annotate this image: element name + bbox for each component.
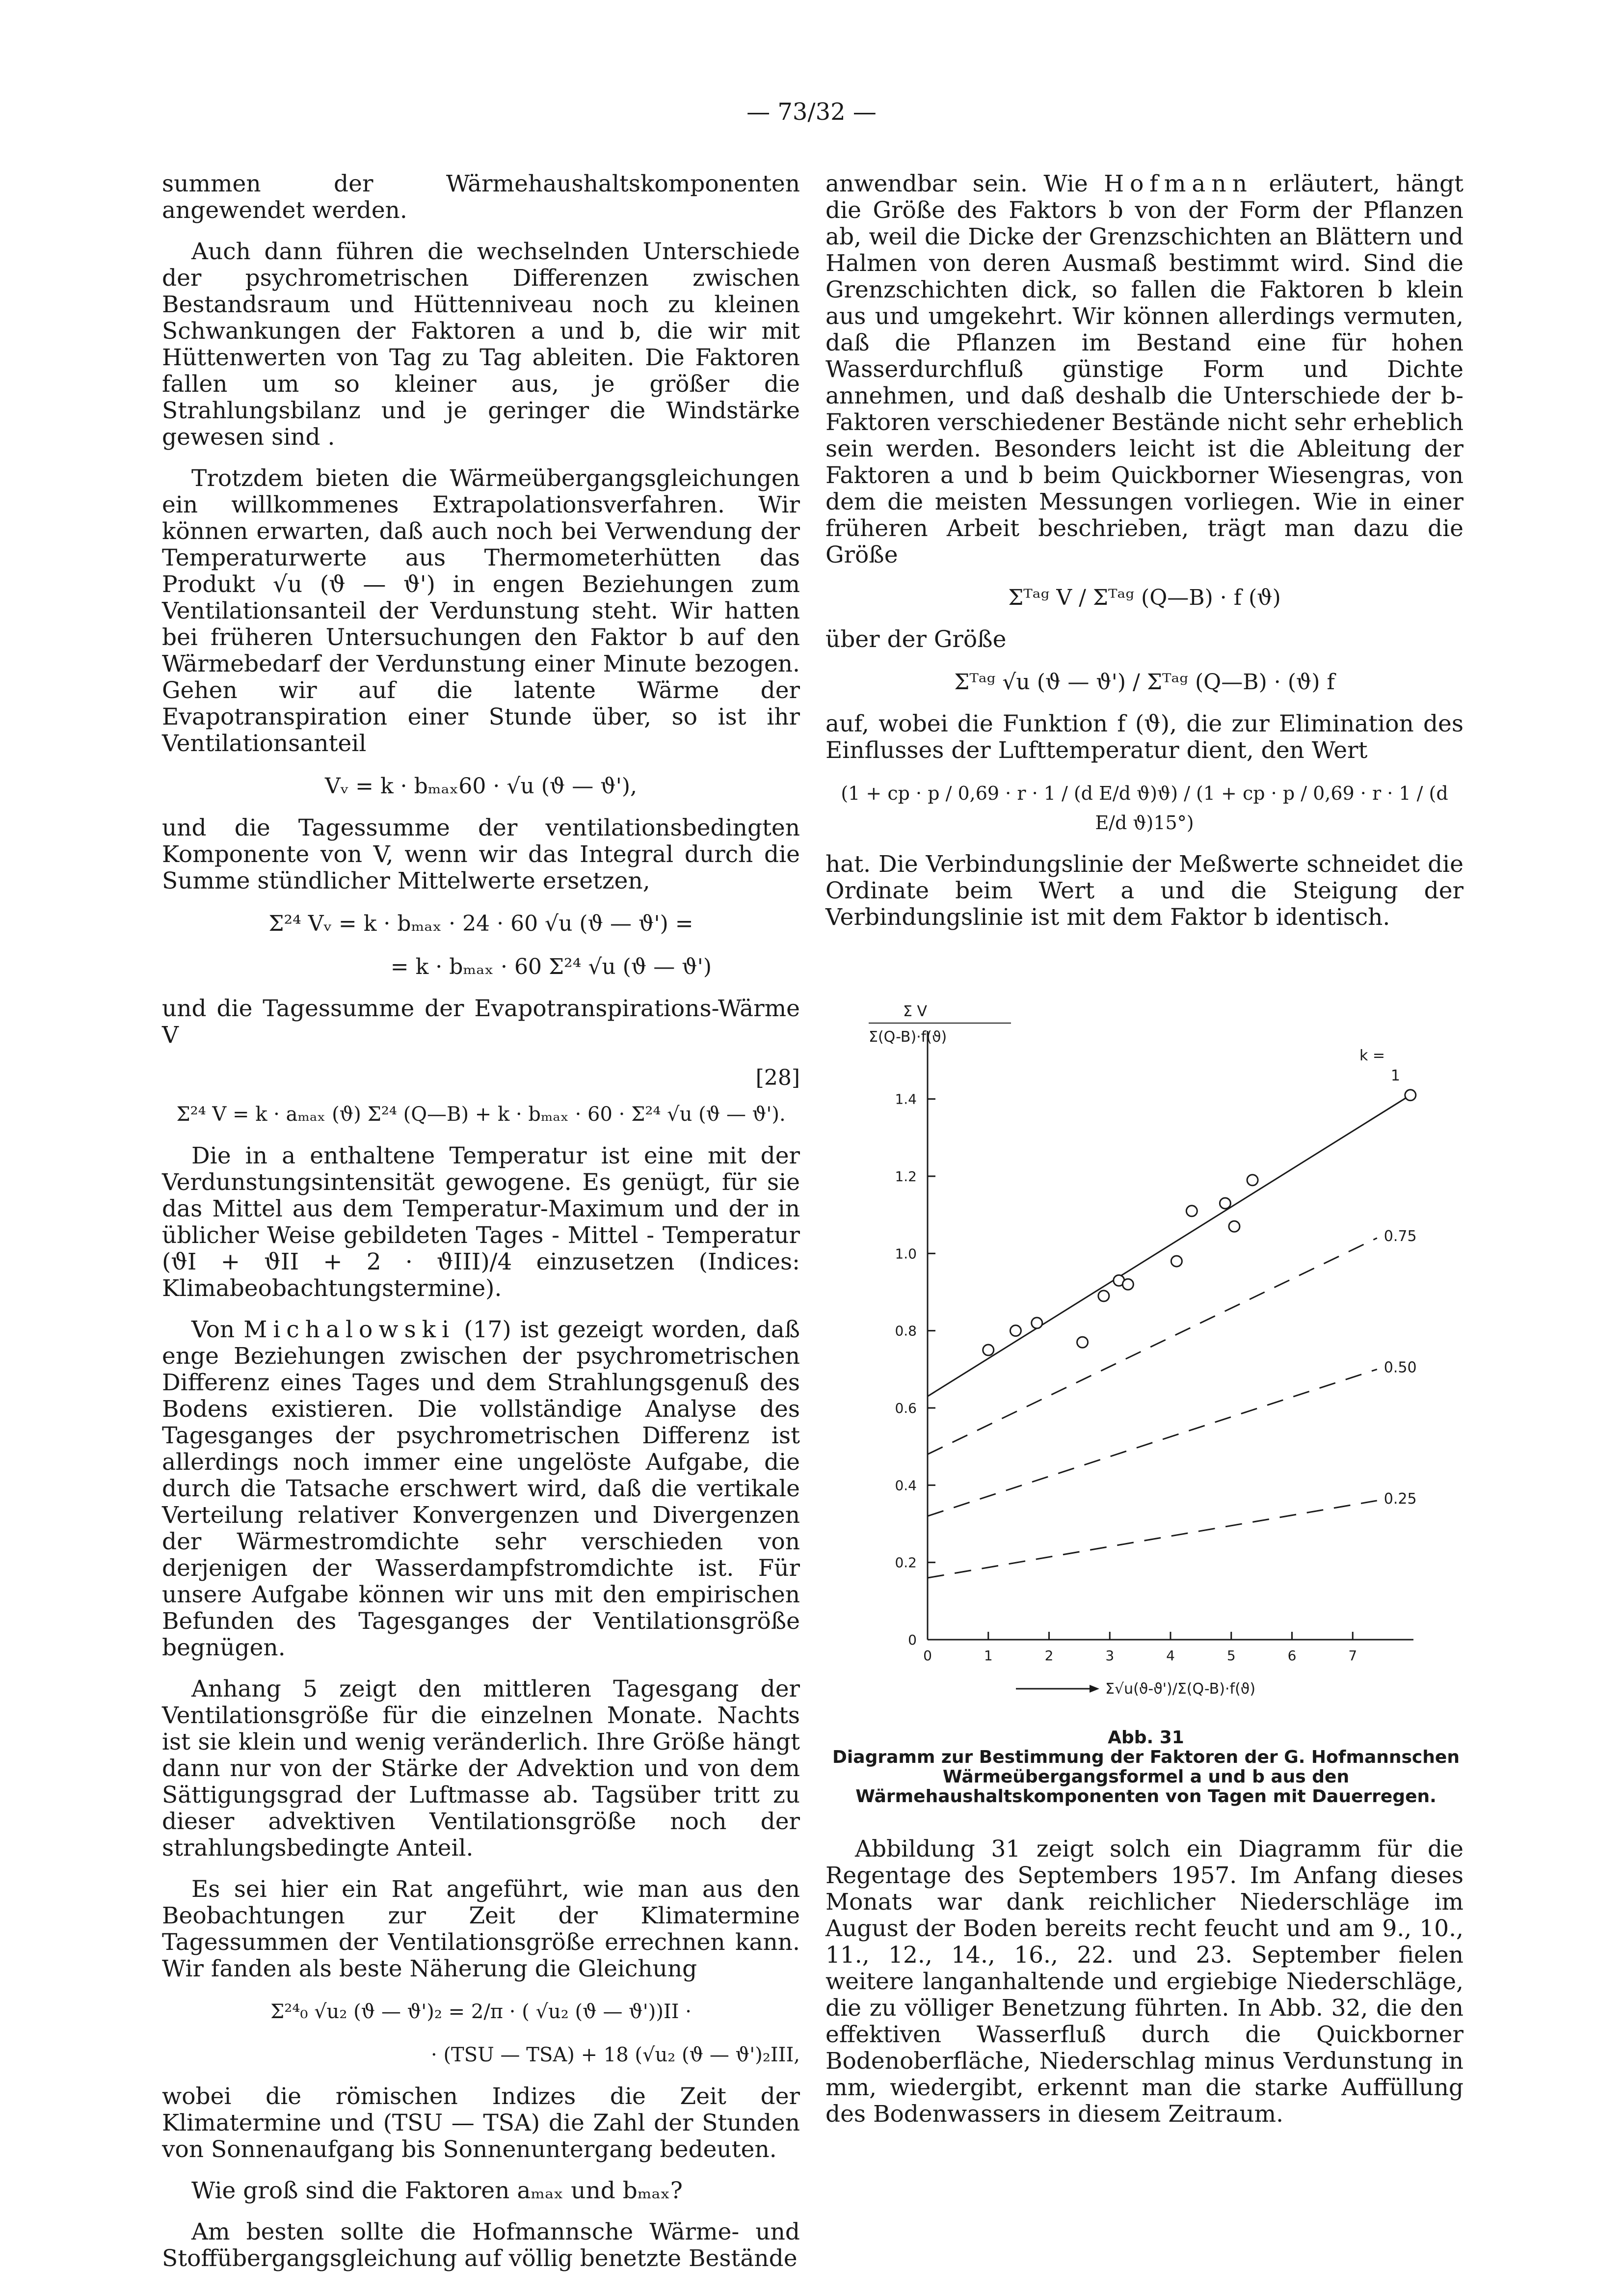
author-name: Hofmann	[1104, 170, 1253, 197]
data-point	[1122, 1279, 1133, 1290]
equation: = k · bₘₐₓ · 60 Σ²⁴ √u (ϑ — ϑ')	[390, 954, 712, 979]
text: erläutert, hängt die Größe des Faktors b von der Form der Pflanzen ab, weil die Dicke der Grenzschichten an Blättern und Halmen von deren Ausmaß bestimmt wird. Sind die Grenzschichten dick, so fallen die Faktoren b klein aus und umgekehrt. Wir können allerdings vermuten, daß die Pflanzen im Bestand eine für hohen Wasserdurchfluß günstige Form und Dichte annehmen, und daß deshalb die Unterschiede der b-Faktoren verschiedener Bestände nicht sehr erheblich sein werden. Besonders leicht ist die Ableitung der Faktoren a und b beim Quickborner Wiesengras, von dem die meisten Messungen vorliegen. Wie in einer früheren Arbeit beschrieben, trägt man dazu die Größe	[825, 170, 1463, 568]
series-line-k-0-75	[928, 1238, 1377, 1455]
caption-text: Diagramm zur Bestimmung der Faktoren der G. Hofmannschen Wärmeübergangsformel a und b aus den Wärmehaushaltskomponenten von Tagen mit Dauerregen.	[832, 1747, 1460, 1807]
series-label-k-1: 1	[1390, 1067, 1400, 1084]
equation: Σ²⁴ V = k · aₘₐₓ (ϑ) Σ²⁴ (Q—B) + k · bₘₐₓ · 60 · Σ²⁴ √u (ϑ — ϑ').	[176, 1103, 786, 1126]
figure-chart	[834, 982, 1453, 1718]
text: (17) ist gezeigt worden, daß enge Beziehungen zwischen der psychrometrischen Differenz eines Tages und dem Strahlungsgenuß des Bodens existieren. Die vollständige Analyse des Tagesganges der psychrometrischen Differenz ist allerdings noch immer eine ungelöste Aufgabe, die durch die Tatsache erschwert wird, daß die vertikale Verteilung relativer Konvergenzen und Divergenzen der Wärmestromdichte sehr verschieden von derjenigen der Wasserdampfstromdichte ist. Für unsere Aufgabe können wir uns mit den empirischen Befunden des Tagesganges der Ventilationsgröße begnügen.	[162, 1316, 800, 1661]
data-point	[1186, 1206, 1197, 1216]
y-tick-label: 1.0	[895, 1245, 917, 1262]
series-line-k-1	[928, 1095, 1410, 1397]
x-axis-label-arrowhead	[1090, 1685, 1099, 1693]
data-point	[1229, 1221, 1240, 1232]
paragraph: Es sei hier ein Rat angeführt, wie man aus den Beobachtungen zur Zeit der Klimatermine Tagessummen der Ventilationsgröße errechnen kann. Wir fanden als beste Näherung die Gleichung	[162, 1876, 800, 1982]
series-label-k-0-25: 0.25	[1384, 1490, 1417, 1508]
chart-svg	[834, 982, 1453, 1718]
paragraph: Anhang 5 zeigt den mittleren Tagesgang der Ventilationsgröße für die einzelnen Monate. Nachts ist sie klein und wenig veränderlich. Ihre Größe hängt dann nur von der Stärke der Advektion und von dem Sättigungsgrad der Luftmasse ab. Tagsüber tritt zu dieser advektiven Ventilationsgröße noch der strahlungsbedingte Anteil.	[162, 1675, 800, 1862]
author-name: Michalowski	[243, 1316, 455, 1343]
data-point	[1171, 1256, 1182, 1267]
paragraph: Abbildung 31 zeigt solch ein Diagramm für die Regentage des Septembers 1957. Im Anfang dieses Monats war dank reichlicher Niederschläge im August der Boden bereits recht feucht und am 9., 10., 11., 12., 14., 16., 22. und 23. September fielen weitere langanhaltende und ergiebige Niederschläge, die zu völliger Benetzung führten. In Abb. 32, die den effektiven Wasserfluß durch die Quickborner Bodenoberfläche, Niederschlag minus Verdunstung in mm, wiedergibt, erkennt man die starke Auffüllung des Bodenwassers in diesem Zeitraum.	[825, 1836, 1463, 2128]
paragraph: über der Größe	[825, 626, 1007, 653]
y-tick-label: 0	[908, 1632, 917, 1648]
data-point	[1032, 1318, 1042, 1328]
paragraph: und die Tagessumme der ventilationsbedingten Komponente von V, wenn wir das Integral durch die Summe stündlicher Mittelwerte ersetzen,	[162, 814, 800, 894]
data-point	[983, 1345, 994, 1355]
data-point	[1405, 1090, 1416, 1101]
x-tick-label: 0	[923, 1648, 932, 1664]
x-tick-label: 6	[1287, 1648, 1297, 1664]
series-label-k-0-50: 0.50	[1384, 1359, 1417, 1377]
text: anwendbar sein. Wie	[825, 170, 1104, 197]
data-point	[1098, 1291, 1109, 1301]
right-column-bottom	[825, 1836, 1463, 2128]
paragraph: summen der Wärmehaushaltskomponenten angewendet werden.	[162, 170, 800, 224]
y-tick-label: 0.4	[895, 1477, 917, 1494]
series-line-k-0-25	[928, 1501, 1377, 1578]
paragraph: Am besten sollte die Hofmannsche Wärme- und Stoffübergangsgleichung auf völlig benetzte Bestände	[162, 2218, 800, 2272]
x-tick-label: 4	[1166, 1648, 1175, 1664]
x-tick-label: 7	[1348, 1648, 1357, 1664]
equation-number: [28]	[755, 1065, 800, 1090]
equation: Σ²⁴₀ √u₂ (ϑ — ϑ')₂ = 2/π · ( √u₂ (ϑ — ϑ'))II ·	[270, 2000, 692, 2023]
equation: Σᵀᵃᵍ V / Σᵀᵃᵍ (Q—B) · f (ϑ)	[1008, 585, 1281, 610]
series-label-k-0-75: 0.75	[1384, 1227, 1417, 1245]
paragraph: Die in a enthaltene Temperatur ist eine mit der Verdunstungsintensität gewogene. Es genügt, für sie das Mittel aus dem Temperatur-Maximum und der in üblicher Weise gebildeten Tages - Mittel - Temperatur (ϑI + ϑII + 2 · ϑIII)/4 einzusetzen (Indices: Klimabeobachtungstermine).	[162, 1142, 800, 1302]
series-line-k-0-50	[928, 1369, 1377, 1516]
x-axis-label: Σ√u(ϑ-ϑ')/Σ(Q-B)·f(ϑ)	[1105, 1680, 1256, 1698]
equation: Σ²⁴ Vᵥ = k · bₘₐₓ · 24 · 60 √u (ϑ — ϑ') =	[268, 911, 693, 936]
y-tick-label: 1.4	[895, 1091, 917, 1107]
paragraph: Auch dann führen die wechselnden Unterschiede der psychrometrischen Differenzen zwischen Bestandsraum und Hüttenniveau noch zu kleinen Schwankungen der Faktoren a und b, die wir mit Hüttenwerten von Tag zu Tag ableiten. Die Faktoren fallen um so kleiner aus, je größer die Strahlungsbilanz und je geringer die Windstärke gewesen sind .	[162, 238, 800, 451]
paragraph: Wie groß sind die Faktoren aₘₐₓ und bₘₐₓ?	[191, 2177, 683, 2204]
paragraph	[162, 1317, 800, 1661]
y-tick-label: 0.6	[895, 1400, 917, 1416]
k-label: k =	[1359, 1047, 1385, 1064]
left-column	[162, 171, 800, 2287]
paragraph: auf, wobei die Funktion f (ϑ), die zur Elimination des Einflusses der Lufttemperatur dient, den Wert	[825, 710, 1463, 764]
x-tick-label: 1	[984, 1648, 993, 1664]
equation: Σᵀᵃᵍ √u (ϑ — ϑ') / Σᵀᵃᵍ (Q—B) · (ϑ) f	[954, 670, 1335, 695]
paragraph: wobei die römischen Indizes die Zeit der Klimatermine und (TSU — TSA) die Zahl der Stunden von Sonnenaufgang bis Sonnenuntergang bedeuten.	[162, 2083, 800, 2163]
right-column	[825, 171, 1463, 945]
paragraph: und die Tagessumme der Evapotranspirations-Wärme V	[162, 995, 800, 1049]
y-tick-label: 0.8	[895, 1323, 917, 1339]
paragraph	[825, 171, 1463, 568]
page-number: — 73/32 —	[746, 98, 877, 126]
data-point	[1077, 1337, 1088, 1348]
data-point	[1220, 1198, 1230, 1209]
x-tick-label: 5	[1226, 1648, 1236, 1664]
paragraph: Trotzdem bieten die Wärmeübergangsgleichungen ein willkommenes Extrapolationsverfahren. Wir können erwarten, daß auch noch bei Verwendung der Temperaturwerte aus Thermometerhütten das Produkt √u (ϑ — ϑ') in engen Beziehungen zum Ventilationsanteil der Verdunstung steht. Wir hatten bei früheren Untersuchungen den Faktor b auf den Wärmebedarf der Verdunstung einer Minute bezogen. Gehen wir auf die latente Wärme der Evapotranspiration einer Stunde über, so ist ihr Ventilationsanteil	[162, 465, 800, 757]
figure-caption	[829, 1728, 1463, 1807]
paragraph: hat. Die Verbindungslinie der Meßwerte schneidet die Ordinate beim Wert a und die Steigung der Verbindungslinie ist mit dem Faktor b identisch.	[825, 851, 1463, 931]
data-point	[1010, 1325, 1021, 1336]
x-tick-label: 2	[1044, 1648, 1054, 1664]
equation: (1 + cp · p / 0,69 · r · 1 / (d E/d ϑ)ϑ) / (1 + cp · p / 0,69 · r · 1 / (d E/d ϑ)15°)	[841, 783, 1448, 834]
equation: · (TSU — TSA) + 18 (√u₂ (ϑ — ϑ')₂III,	[431, 2044, 800, 2066]
x-tick-label: 3	[1105, 1648, 1115, 1664]
equation: Vᵥ = k · bₘₐₓ60 · √u (ϑ — ϑ'),	[324, 774, 637, 799]
y-axis-label-numerator: Σ V	[903, 1003, 928, 1020]
y-axis-label-denominator: Σ(Q-B)·f(ϑ)	[869, 1028, 947, 1046]
y-tick-label: 0.2	[895, 1554, 917, 1571]
caption-title: Abb. 31	[1108, 1728, 1184, 1748]
y-tick-label: 1.2	[895, 1168, 917, 1185]
data-point	[1247, 1175, 1258, 1186]
text-prefix: Von	[191, 1316, 244, 1343]
